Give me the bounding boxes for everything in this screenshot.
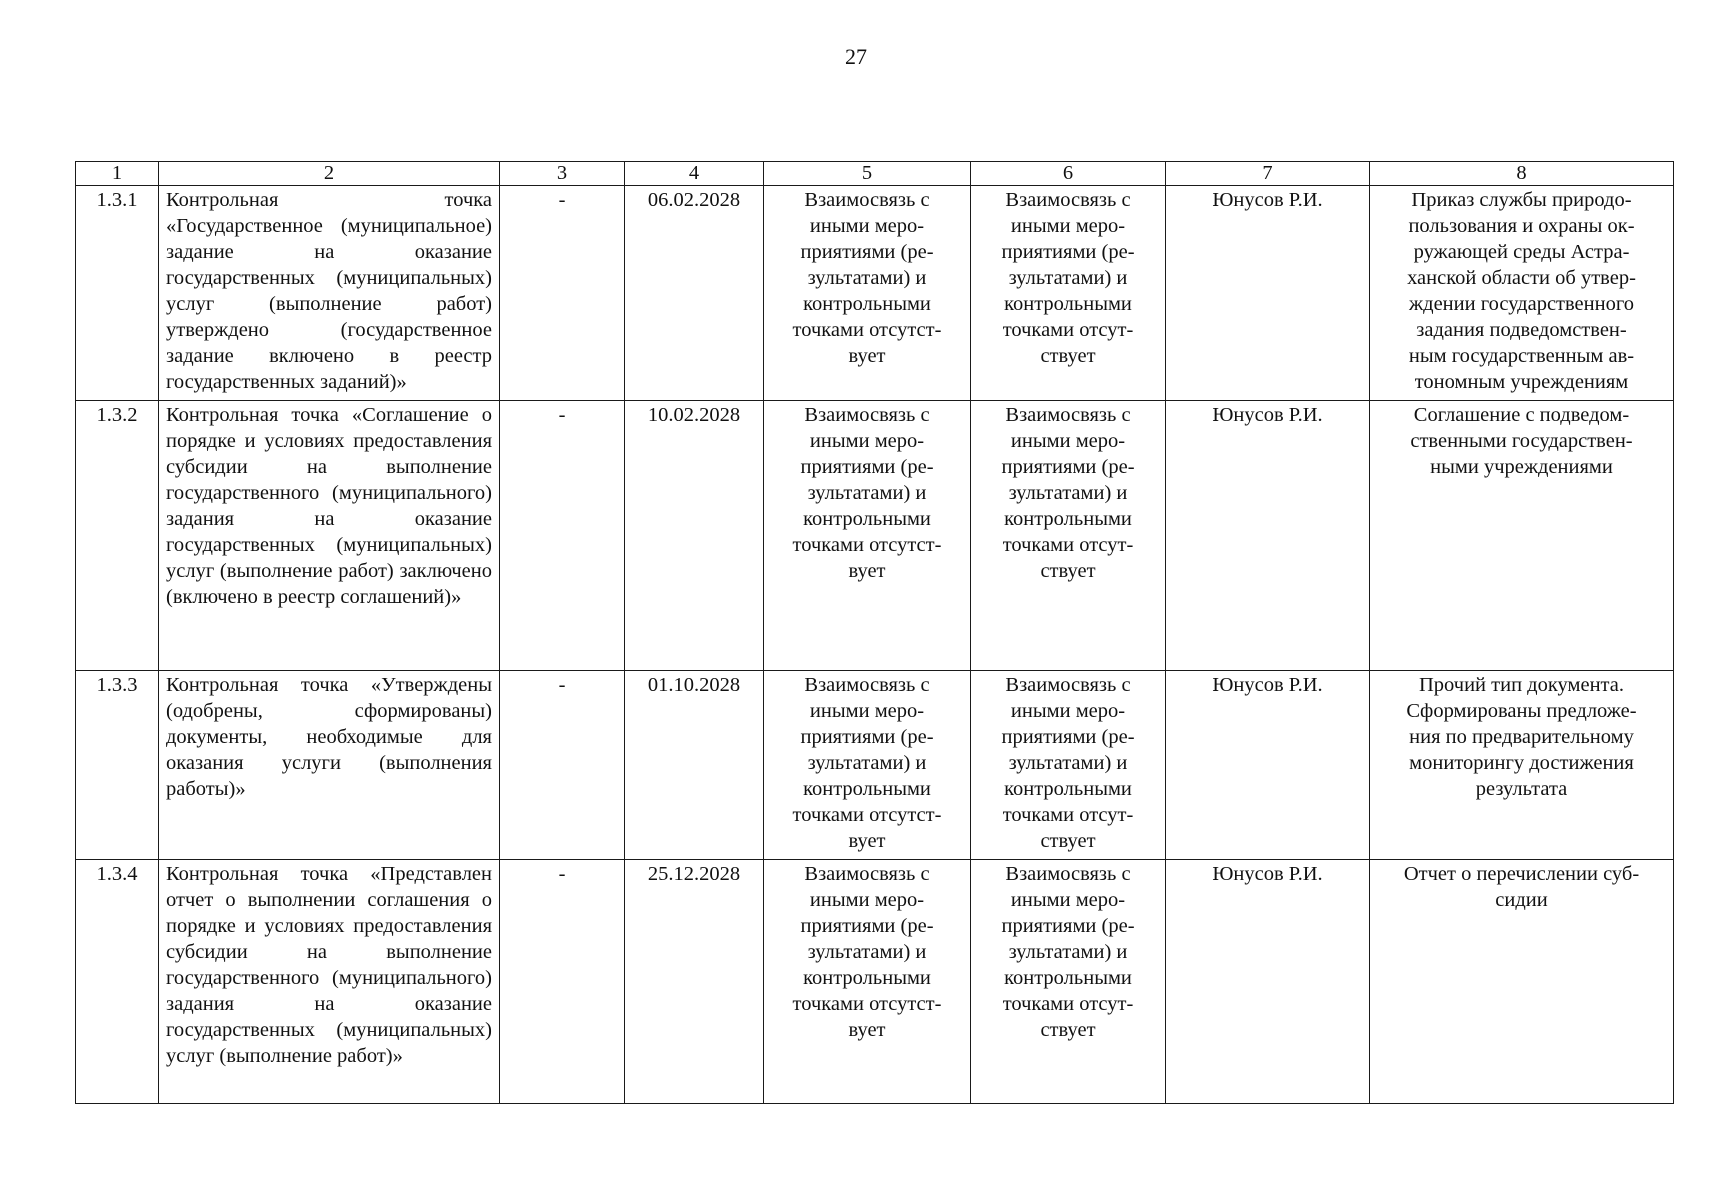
row-number: 1.3.1: [76, 186, 159, 401]
header-col-4: 4: [625, 162, 764, 186]
checkpoint-date: 25.12.2028: [625, 860, 764, 1104]
header-row: [76, 162, 1674, 186]
checkpoint-description: Контрольная точка «Утверждены (одобрены, сформированы) документы, необходимые для оказания услуги (выполнения работы)»: [159, 671, 500, 860]
checkpoint-description: Контрольная точка «Государственное (муниципальное) задание на оказание государственных (муниципальных) услуг (выполнение работ) утверждено (государственное задание включено в реестр государственных заданий)»: [159, 186, 500, 401]
checkpoint-date: 01.10.2028: [625, 671, 764, 860]
table-row: [76, 401, 1674, 671]
column-3-value: -: [500, 401, 625, 671]
header-col-3: 3: [500, 162, 625, 186]
responsible-person: Юнусов Р.И.: [1166, 671, 1370, 860]
relationship-successors: Взаимосвязь с иными меро- приятиями (ре- зультатами) и контрольными точками отсут- ствует: [971, 860, 1166, 1104]
header-col-1: 1: [76, 162, 159, 186]
checkpoint-description: Контрольная точка «Соглашение о порядке и условиях предоставления субсидии на выполнение государственного (муниципального) задания на оказание государственных (муниципальных) услуг (выполнение работ) заключено (включено в реестр соглашений)»: [159, 401, 500, 671]
relationship-predecessors: Взаимосвязь с иными меро- приятиями (ре- зультатами) и контрольными точками отсутст- вует: [764, 186, 971, 401]
confirming-document: Отчет о перечислении суб- сидии: [1370, 860, 1674, 1104]
responsible-person: Юнусов Р.И.: [1166, 186, 1370, 401]
responsible-person: Юнусов Р.И.: [1166, 401, 1370, 671]
row-number: 1.3.4: [76, 860, 159, 1104]
column-3-value: -: [500, 671, 625, 860]
header-col-6: 6: [971, 162, 1166, 186]
relationship-successors: Взаимосвязь с иными меро- приятиями (ре- зультатами) и контрольными точками отсут- ствует: [971, 671, 1166, 860]
confirming-document: Соглашение с подведом- ственными государствен- ными учреждениями: [1370, 401, 1674, 671]
header-col-7: 7: [1166, 162, 1370, 186]
header-col-2: 2: [159, 162, 500, 186]
row-number: 1.3.2: [76, 401, 159, 671]
page-number: 27: [845, 44, 867, 69]
table-row: [76, 860, 1674, 1104]
header-col-8: 8: [1370, 162, 1674, 186]
column-3-value: -: [500, 186, 625, 401]
checkpoint-description: Контрольная точка «Представлен отчет о выполнении соглашения о порядке и условиях предоставления субсидии на выполнение государственного (муниципального) задания на оказание государственных (муниципальных) услуг (выполнение работ)»: [159, 860, 500, 1104]
column-3-value: -: [500, 860, 625, 1104]
relationship-successors: Взаимосвязь с иными меро- приятиями (ре- зультатами) и контрольными точками отсут- ствует: [971, 401, 1166, 671]
row-number: 1.3.3: [76, 671, 159, 860]
responsible-person: Юнусов Р.И.: [1166, 860, 1370, 1104]
relationship-predecessors: Взаимосвязь с иными меро- приятиями (ре- зультатами) и контрольными точками отсутст- вует: [764, 401, 971, 671]
confirming-document: Прочий тип документа. Сформированы предложе- ния по предварительному мониторингу достижения результата: [1370, 671, 1674, 860]
relationship-predecessors: Взаимосвязь с иными меро- приятиями (ре- зультатами) и контрольными точками отсутст- вует: [764, 671, 971, 860]
relationship-predecessors: Взаимосвязь с иными меро- приятиями (ре- зультатами) и контрольными точками отсутст- вует: [764, 860, 971, 1104]
table-row: [76, 186, 1674, 401]
table-row: [76, 671, 1674, 860]
relationship-successors: Взаимосвязь с иными меро- приятиями (ре- зультатами) и контрольными точками отсут- ствует: [971, 186, 1166, 401]
checkpoint-date: 10.02.2028: [625, 401, 764, 671]
control-points-table: [75, 161, 1674, 1104]
header-col-5: 5: [764, 162, 971, 186]
confirming-document: Приказ службы природо- пользования и охраны ок- ружающей среды Астра- ханской области об утвер- ждении государственного задания подведомствен- ным государственным ав- тономным учреждениям: [1370, 186, 1674, 401]
checkpoint-date: 06.02.2028: [625, 186, 764, 401]
